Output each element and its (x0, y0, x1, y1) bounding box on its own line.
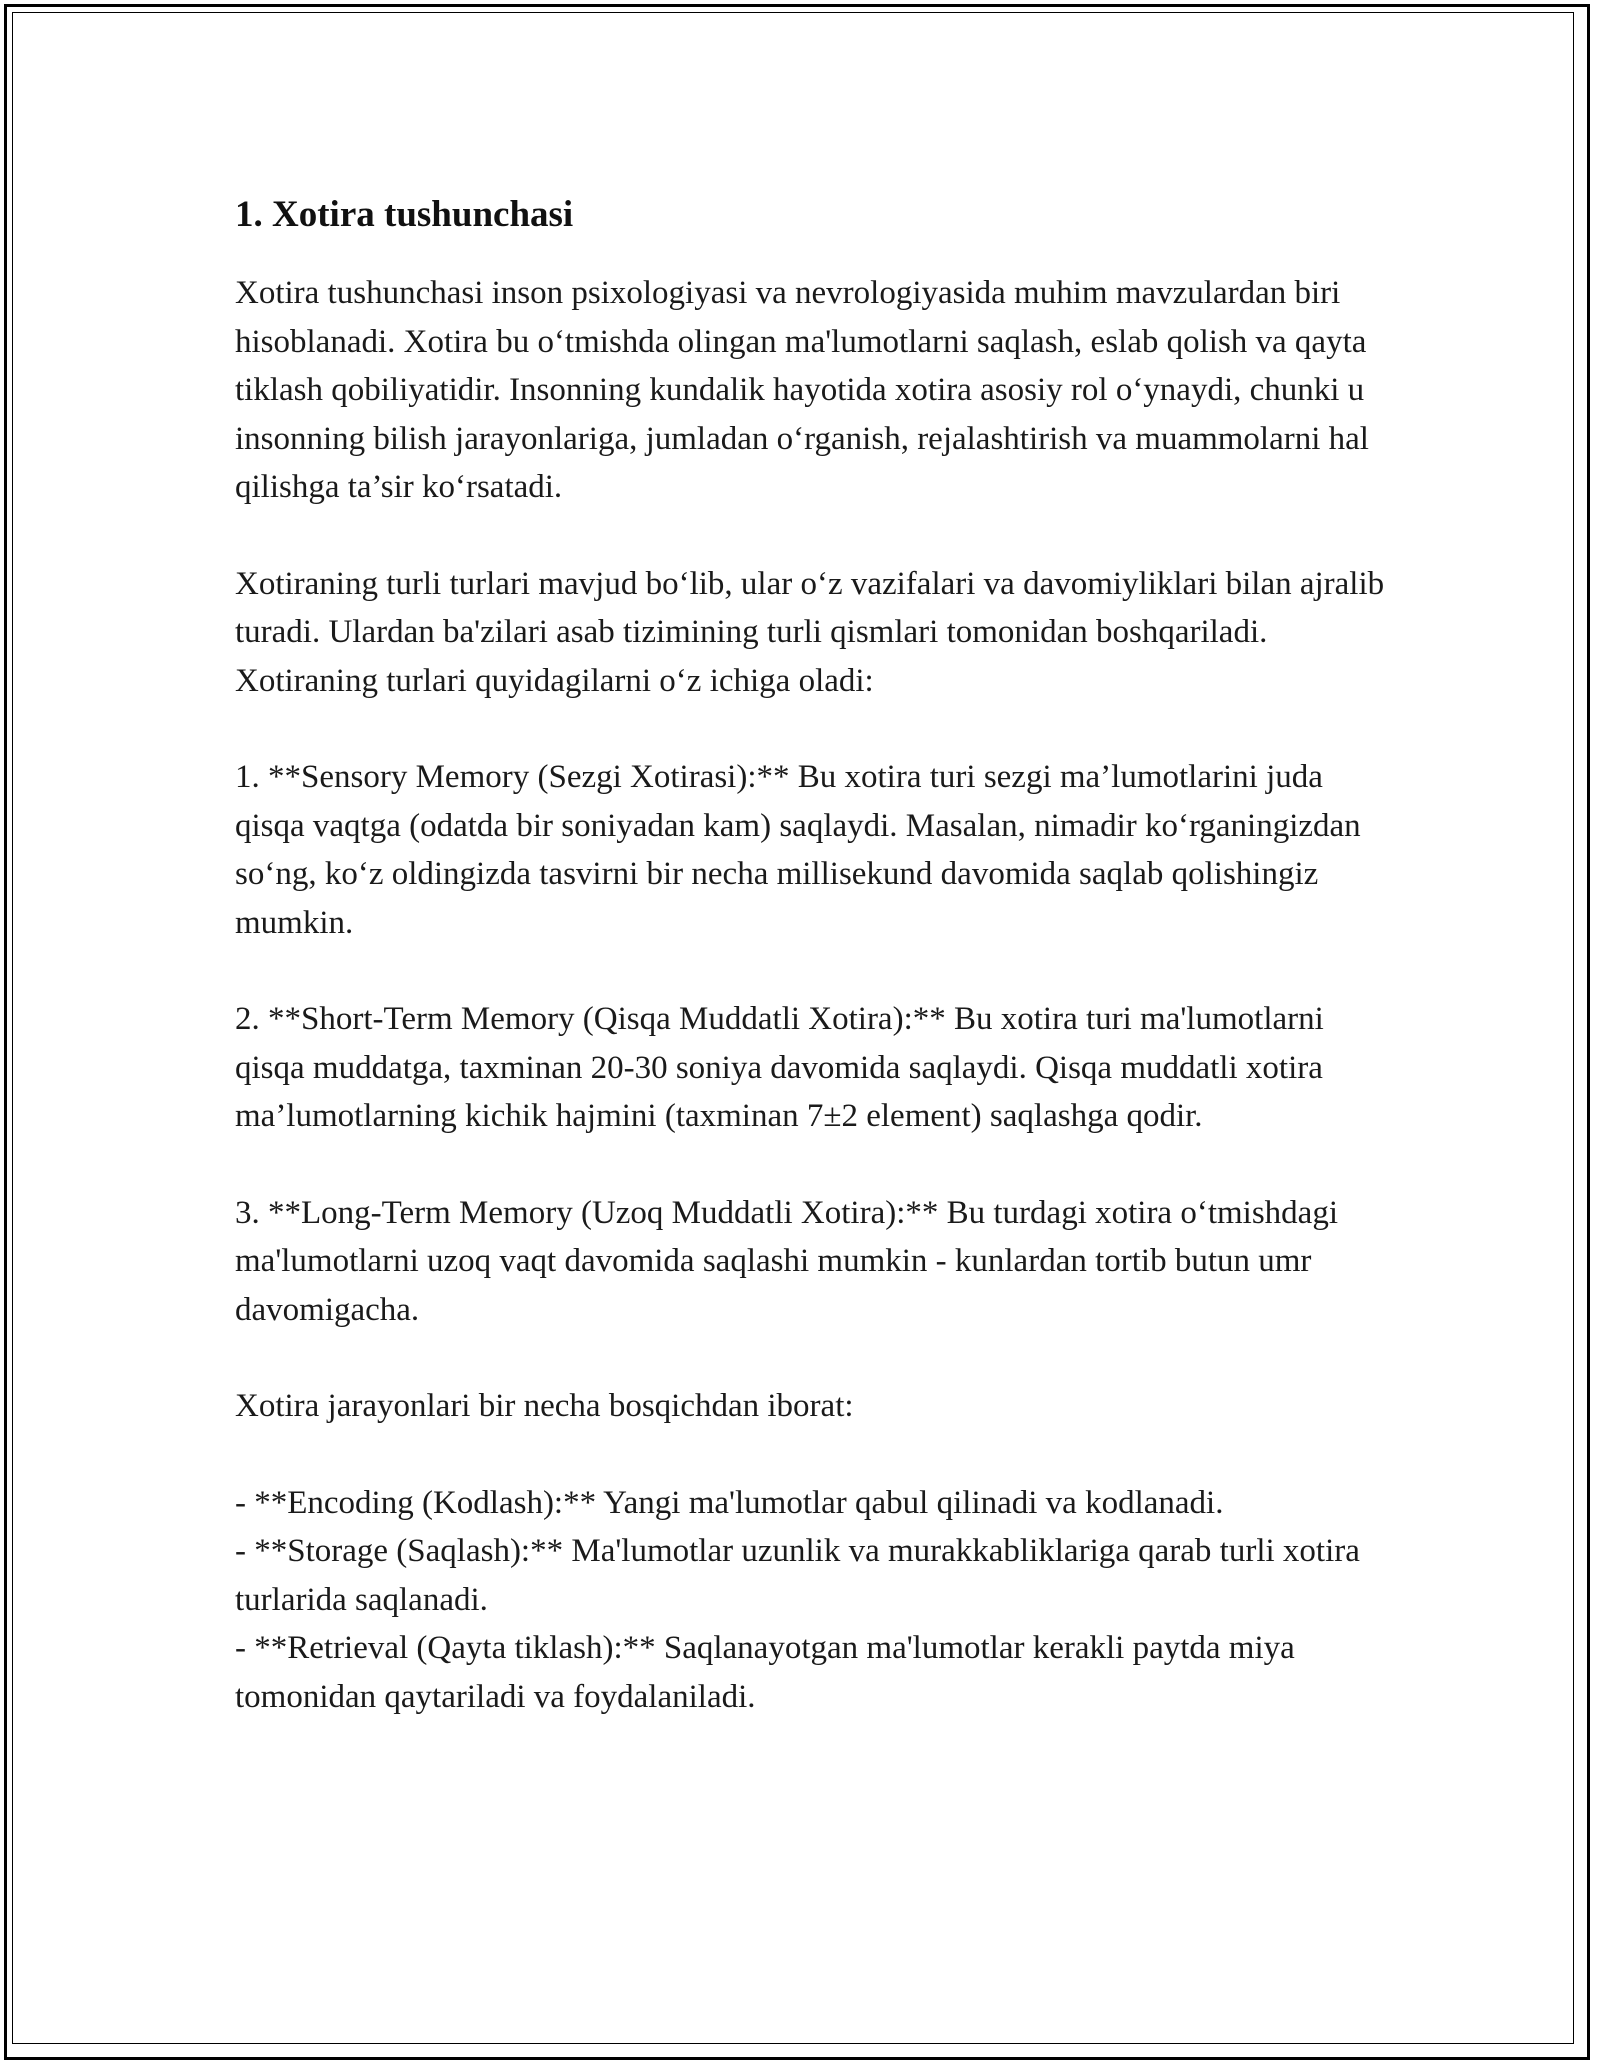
list-item-encoding: - **Encoding (Kodlash):** Yangi ma'lumotlar qabul qilinadi va kodlanadi. (235, 1484, 1224, 1521)
list-item-retrieval: - **Retrieval (Qayta tiklash):** Saqlanayotgan ma'lumotlar kerakli paytda miya tomonidan qaytariladi va foydalaniladi. (235, 1630, 1295, 1715)
paragraph-memory-types: Xotiraning turli turlari mavjud bo‘lib, ular o‘z vazifalari va davomiyliklari bilan ajralib turadi. Ulardan ba'zilari asab tizimining turli qismlari tomonidan boshqariladi. Xotiraning turlari quyidagilarni o‘z ichiga oladi: (235, 565, 1385, 699)
document-body (235, 187, 1385, 1721)
paragraph-memory-processes: Xotira jarayonlari bir necha bosqichdan iborat: (235, 1388, 854, 1424)
list-item-storage: - **Storage (Saqlash):** Ma'lumotlar uzunlik va murakkabliklariga qarab turli xotira turlarida saqlanadi. (235, 1533, 1360, 1618)
paragraph-long-term-memory: 3. **Long-Term Memory (Uzoq Muddatli Xotira):** Bu turdagi xotira o‘tmishdagi ma'lumotlarni uzoq vaqt davomida saqlashi mumkin - kunlardan tortib butun umr davomigacha. (235, 1194, 1338, 1328)
paragraph-intro: Xotira tushunchasi inson psixologiyasi va nevrologiyasida muhim mavzulardan biri hisoblanadi. Xotira bu o‘tmishda olingan ma'lumotlarni saqlash, eslab qolish va qayta tiklash qobiliyatidir. Insonning kundalik hayotida xotira asosiy rol o‘ynaydi, chunki u insonning bilish jarayonlariga, jumladan o‘rganish, rejalashtirish va muammolarni hal qilishga ta’sir ko‘rsatadi. (235, 275, 1369, 505)
paragraph-short-term-memory: 2. **Short-Term Memory (Qisqa Muddatli Xotira):** Bu xotira turi ma'lumotlarni qisqa muddatga, taxminan 20-30 soniya davomida saqlaydi. Qisqa muddatli xotira ma’lumotlarning kichik hajmini (taxminan 7±2 element) saqlashga qodir. (235, 1001, 1324, 1134)
paragraph-sensory-memory: 1. **Sensory Memory (Sezgi Xotirasi):** Bu xotira turi sezgi ma’lumotlarini juda qisqa vaqtga (odatda bir soniyadan kam) saqlaydi. Masalan, nimadir ko‘rganingizdan so‘ng, ko‘z oldingizda tasvirni bir necha millisekund davomida saqlab qolishingiz mumkin. (235, 759, 1361, 941)
section-heading: 1. Xotira tushunchasi (235, 194, 574, 235)
